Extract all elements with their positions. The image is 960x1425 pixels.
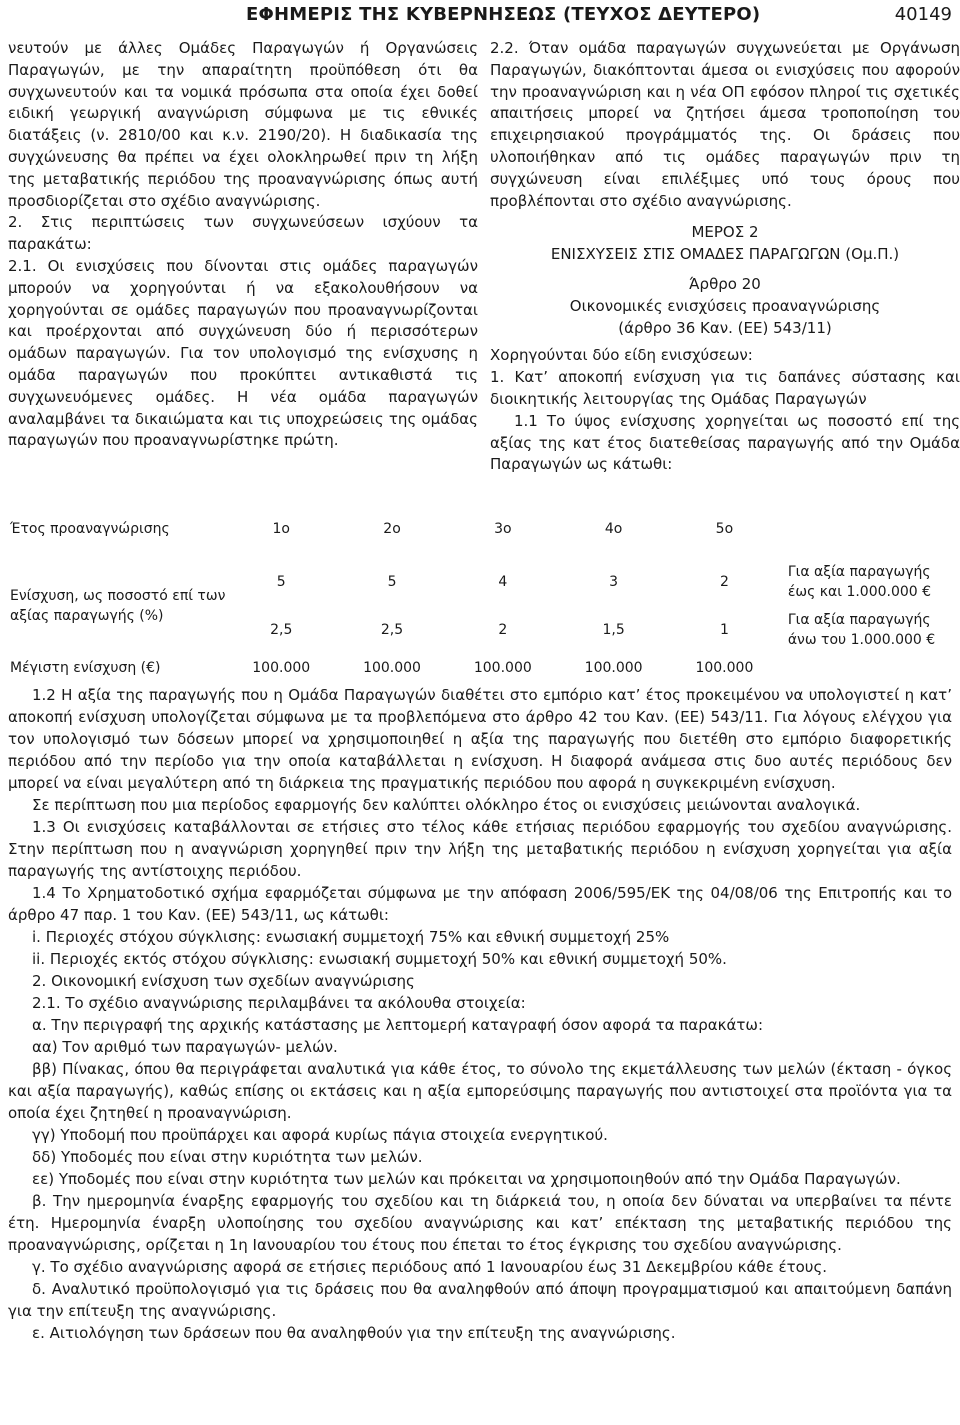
paragraph: 1.1 Το ύψος ενίσχυσης χορηγείται ως ποσοστό επί της αξίας της κατ έτος διατεθείσας παραγωγής από την Ομάδα Παραγωγών ως κάτωθι: <box>490 411 960 474</box>
list-item: γ. Το σχέδιο αναγνώρισης αφορά σε ετήσιες περιόδους από 1 Ιανουαρίου έως 31 Δεκεμβρίου κάθε έτους. <box>32 1258 828 1276</box>
paragraph: 1. Κατ’ αποκοπή ενίσχυση για τις δαπάνες σύστασης και διοικητικής λειτουργίας της Ομάδας Παραγωγών <box>490 368 960 408</box>
list-item: δ. Αναλυτικό προϋπολογισμό για τις δράσεις που θα αναληφθούν από άποψη προγραμματισμού και απαιτούμενη δαπάνη για την επίτευξη της αναγνώρισης. <box>8 1280 952 1320</box>
year-label: Έτος προαναγνώρισης <box>10 521 170 537</box>
table-cell: 5 <box>276 574 286 590</box>
table-cell: 1ο <box>272 521 290 537</box>
paragraph: Σε περίπτωση που μια περίοδος εφαρμογής δεν καλύπτει ολόκληρο έτος οι ενισχύσεις μειώνονται αναλογικά. <box>32 796 861 814</box>
paragraph: 1.4 Το Χρηματοδοτικό σχήμα εφαρμόζεται σύμφωνα με την απόφαση 2006/595/ΕΚ της 04/08/06 της Επιτροπής και το άρθρο 47 παρ. 1 του Καν. (ΕΕ) 543/11, ως κάτωθι: <box>8 884 952 924</box>
part-heading: ΜΕΡΟΣ 2 <box>691 223 759 242</box>
full-width-text <box>8 684 952 1344</box>
paragraph: νευτούν με άλλες Ομάδες Παραγωγών ή Οργανώσεις Παραγωγών, με την απαραίτητη προϋπόθεση ότι θα συγχωνευτούν και τα νομικά πρόσωπα στα οποία έχει δοθεί ειδική γεωργική αναγνώριση σύμφωνα με τις εθνικές διατάξεις (ν. 2810/00 και κ.ν. 2190/20). Η διαδικασία της συγχώνευσης θα πρέπει να έχει ολοκληρωθεί πριν τη λήξη της μεταβατικής περιόδου της προαναγνώρισης όπως αυτή προσδιορίζεται στο σχέδιο αναγνώρισης. <box>8 39 478 210</box>
max-aid-label: Μέγιστη ενίσχυση (€) <box>10 660 161 676</box>
left-column <box>8 38 478 452</box>
table-cell: 1 <box>719 622 729 638</box>
list-item: α. Την περιγραφή της αρχικής κατάστασης με λεπτομερή καταγραφή όσον αφορά τα παρακάτω: <box>32 1016 763 1034</box>
article-reference: (άρθρο 36 Καν. (ΕΕ) 543/11) <box>618 318 832 337</box>
table-cell: 1,5 <box>602 622 625 638</box>
table-cell: 100.000 <box>584 660 643 676</box>
gazette-title: ΕΦΗΜΕΡΙΣ ΤΗΣ ΚΥΒΕΡΝΗΣΕΩΣ (ΤΕΥΧΟΣ ΔΕΥΤΕΡΟ) <box>246 4 761 25</box>
aid-label: Ενίσχυση, ως ποσοστό επί των αξίας παραγωγής (%) <box>10 588 226 624</box>
list-item: γγ) Υποδομή που προϋπάρχει και αφορά κυρίως πάγια στοιχεία ενεργητικού. <box>32 1126 608 1144</box>
table-cell: 3 <box>609 574 619 590</box>
list-item: δδ) Υποδομές που είναι στην κυριότητα των μελών. <box>32 1148 423 1166</box>
paragraph: 2. Οικονομική ενίσχυση των σχεδίων αναγνώρισης <box>32 972 415 990</box>
table-row <box>8 558 952 606</box>
aid-rate-table <box>8 500 952 682</box>
table-cell: 2 <box>498 622 508 638</box>
article-title: Οικονομικές ενισχύσεις προαναγνώρισης <box>569 296 881 315</box>
list-item: β. Την ημερομηνία έναρξης εφαρμογής του σχεδίου και τη διάρκειά του, η οποία δεν δύναται να υπερβαίνει τα πέντε έτη. Ημερομηνία έναρξη υλοποίησης του σχεδίου αναγνώρισης και κατ’ επέκταση της μεταβατικής περιόδου της προαναγνώρισης, ορίζεται η 1η Ιανουαρίου του έτους που έπεται το έτος έγκρισης του σχεδίου αναγνώρισης. <box>8 1192 952 1254</box>
table-cell: 100.000 <box>473 660 532 676</box>
part-title: ΕΝΙΣΧΥΣΕΙΣ ΣΤΙΣ ΟΜΑΔΕΣ ΠΑΡΑΓΩΓΩΝ (Ομ.Π.) <box>550 245 900 264</box>
list-item: εε) Υποδομές που είναι στην κυριότητα των μελών και πρόκειται να χρησιμοποιηθούν από την Ομάδα Παραγωγών. <box>32 1170 901 1188</box>
list-item: αα) Τον αριθμό των παραγωγών- μελών. <box>32 1038 338 1056</box>
note-cell: Για αξία παραγωγής άνω του 1.000.000 € <box>787 612 936 648</box>
paragraph: Χορηγούνται δύο είδη ενισχύσεων: <box>490 346 753 365</box>
paragraph: 2. Στις περιπτώσεις των συγχωνεύσεων ισχύουν τα παρακάτω: <box>8 213 478 254</box>
page-header <box>0 0 960 30</box>
page-number: 40149 <box>894 4 952 25</box>
paragraph: 2.1. Το σχέδιο αναγνώρισης περιλαμβάνει τα ακόλουθα στοιχεία: <box>32 994 526 1012</box>
table-row <box>8 500 952 558</box>
table-cell: 100.000 <box>363 660 421 676</box>
table-cell: 2 <box>719 574 729 590</box>
right-column <box>490 38 960 476</box>
table-cell: 4ο <box>604 521 623 537</box>
table-cell: 2,5 <box>380 622 404 638</box>
list-item: ββ) Πίνακας, όπου θα περιγράφεται αναλυτικά για κάθε έτος, το σύνολο της εκμετάλλευσης των μελών (έκταση - όγκος και αξία παραγωγής), καθώς επίσης οι εκτάσεις και η αξία εμπορεύσιμης παραγωγής που αντιστοιχεί στα προϊόντα για τα οποία έχει ζητηθεί η προαναγνώριση. <box>8 1060 952 1122</box>
table-cell: 2ο <box>383 521 401 537</box>
list-item: ε. Αιτιολόγηση των δράσεων που θα αναληφθούν για την επίτευξη της αναγνώρισης. <box>32 1324 676 1342</box>
paragraph: 2.2. Όταν ομάδα παραγωγών συγχωνεύεται με Οργάνωση Παραγωγών, διακόπτονται άμεσα οι ενισχύσεις που αφορούν την προαναγνώριση και η νέα ΟΠ εφόσον πληροί τις σχετικές απαιτήσεις μπορεί να ζητήσει άμεσα τροποποίηση του επιχειρησιακού προγράμματός της. Οι δράσεις που υλοποιήθηκαν από τις ομάδες παραγωγών πριν τη συγχώνευση είναι επιλέξιμες υπό τους όρους που προβλέπονται στο σχέδιο αναγνώρισης. <box>490 39 960 210</box>
article-heading: Άρθρο 20 <box>689 274 761 293</box>
list-item: i. Περιοχές στόχου σύγκλισης: ενωσιακή συμμετοχή 75% και εθνική συμμετοχή 25% <box>32 928 670 946</box>
table-cell: 100.000 <box>695 660 754 676</box>
paragraph: 1.3 Οι ενισχύσεις καταβάλλονται σε ετήσιες στο τέλος κάθε ετήσιας περιόδου εφαρμογής του σχεδίου αναγνώρισης. Στην περίπτωση που η αναγνώριση χορηγηθεί πριν την λήξη της μεταβατικής περιόδου η ενίσχυση χορηγείται για αξία παραγωγής της αντίστοιχης περιόδου. <box>8 818 952 880</box>
paragraph: 2.1. Οι ενισχύσεις που δίνονται στις ομάδες παραγωγών μπορούν να χορηγούνται ή να εξακολουθήσουν να χορηγούνται σε ομάδες παραγωγών που προαναγνωρίζονται και προέρχονται από συγχώνευση δύο ή περισσότερων ομάδων παραγωγών. Για τον υπολογισμό της ενίσχυσης η ομάδα παραγωγών που προκύπτει αντικαθιστά τις συγχωνευόμενες ομάδες. Η νέα ομάδα παραγωγών αναλαμβάνει τα δικαιώματα και τις υποχρεώσεις της ομάδας παραγωγών που προαναγνωρίστηκε πρώτη. <box>8 256 478 450</box>
paragraph: 1.2 Η αξία της παραγωγής που η Ομάδα Παραγωγών διαθέτει στο εμπόριο κατ’ έτος προκειμένου να υπολογιστεί η κατ’ αποκοπή ενίσχυση υπολογίζεται σύμφωνα με τα προβλεπόμενα στο άρθρο 42 του Καν. (ΕΕ) 543/11. Για λόγους ελέγχου για τον υπολογισμό των δόσεων μπορεί να χρησιμοποιηθεί η αξία της παραγωγής που διετέθη στο εμπόριο διαφορετικής περιόδου από την περίοδο για την οποία καταβάλλεται η ενίσχυση. Η διαφορά ανάμεσα στις δυο αυτές περιόδους δεν μπορεί να είναι μεγαλύτερη από τη διάρκεια της πραγματικής περιόδου που αφορά η συγκεκριμένη ενίσχυση. <box>8 686 952 792</box>
list-item: ii. Περιοχές εκτός στόχου σύγκλισης: ενωσιακή συμμετοχή 50% και εθνική συμμετοχή 50%. <box>32 950 727 968</box>
table-cell: 100.000 <box>252 660 311 676</box>
table-row <box>8 654 952 682</box>
table-cell: 5ο <box>715 521 734 537</box>
table-cell: 4 <box>498 574 508 590</box>
note-cell: Για αξία παραγωγής έως και 1.000.000 € <box>787 564 932 600</box>
table-cell: 5 <box>387 574 397 590</box>
table-cell: 3ο <box>494 521 512 537</box>
table-cell: 2,5 <box>270 622 293 638</box>
